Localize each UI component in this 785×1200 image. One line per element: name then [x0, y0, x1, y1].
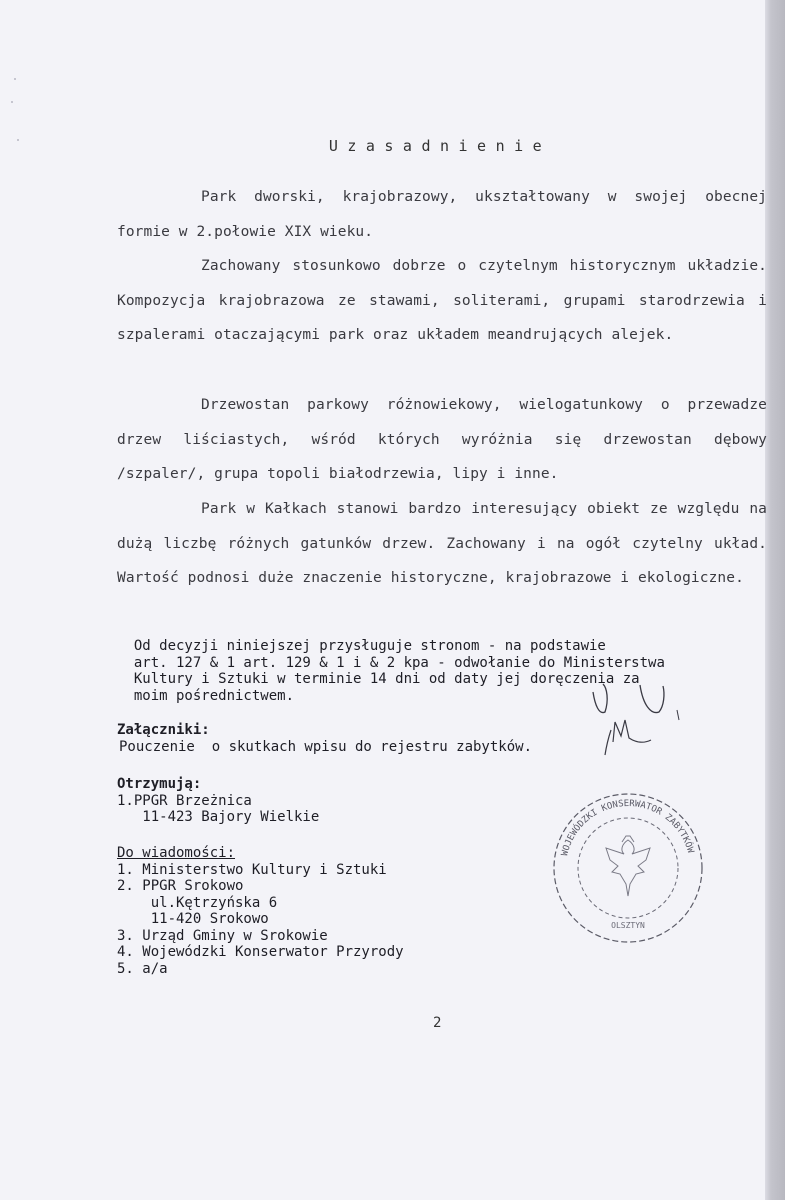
recipient-item: 1.PPGR Brzeżnica	[117, 792, 252, 809]
attachments-section	[117, 722, 532, 755]
recipients-section	[117, 776, 319, 826]
list-item: 2. PPGR Srokowo	[117, 878, 244, 894]
scan-speck	[11, 101, 13, 103]
list-item: 1. Ministerstwo Kultury i Sztuki	[117, 861, 387, 878]
list-item: 5. a/a	[117, 960, 168, 977]
document-title: Uzasadnienie	[328, 137, 552, 155]
list-item: 3. Urząd Gminy w Srokowie	[117, 927, 328, 944]
for-information-heading: Do wiadomości:	[117, 845, 236, 861]
official-stamp	[548, 788, 708, 948]
attachment-item: Pouczenie o skutkach wpisu do rejestru zabytków.	[119, 738, 533, 755]
eagle-emblem-icon	[606, 836, 650, 896]
scan-edge	[765, 0, 785, 1200]
recipients-heading: Otrzymują:	[117, 776, 202, 792]
for-information-section	[117, 845, 404, 977]
list-item: ul.Kętrzyńska 6	[117, 894, 278, 911]
justification-paragraph-3: Drzewostan parkowy różnowiekowy, wielogatunkowy o przewadze drzew liściastych, wśród których wyróżnia się drzewostan dębowy /szpaler/, grupa topoli białodrzewia, lipy i inne.	[117, 397, 767, 483]
handwritten-signature	[585, 670, 695, 765]
list-item: 4. Wojewódzki Konserwator Przyrody	[117, 944, 404, 960]
justification-paragraph-2: Zachowany stosunkowo dobrze o czytelnym historycznym układzie. Kompozycja krajobrazowa ze stawami, soliterami, grupami starodrzewia i szpalerami otaczającymi park oraz układem meandrujących alejek.	[117, 258, 767, 344]
scan-speck	[14, 78, 16, 80]
stamp-inner-text: OLSZTYN	[611, 921, 645, 930]
page-number: 2	[433, 1015, 442, 1031]
justification-paragraph-1: Park dworski, krajobrazowy, ukształtowany w swojej obecnej formie w 2.połowie XIX wieku.	[117, 189, 767, 240]
appeal-notice: Od decyzji niniejszej przysługuje stronom - na podstawie art. 127 & 1 art. 129 & 1 i & 2 kpa - odwołanie do Ministerstwa Kultury i Sztuki w terminie 14 dni od daty jej doręczenia za moim pośrednictwem.	[117, 638, 665, 704]
recipient-item: 11-423 Bajory Wielkie	[117, 809, 320, 825]
attachments-heading: Załączniki:	[117, 722, 210, 738]
justification-paragraph-4: Park w Kałkach stanowi bardzo interesujący obiekt ze względu na dużą liczbę różnych gatunków drzew. Zachowany i na ogół czytelny układ. Wartość podnosi duże znaczenie historyczne, krajobrazowe i ekologiczne.	[117, 501, 767, 587]
list-item: 11-420 Srokowo	[117, 911, 269, 927]
stamp-outer-text: WOJEWÓDZKI KONSERWATOR ZABYTKÓW	[560, 798, 696, 858]
